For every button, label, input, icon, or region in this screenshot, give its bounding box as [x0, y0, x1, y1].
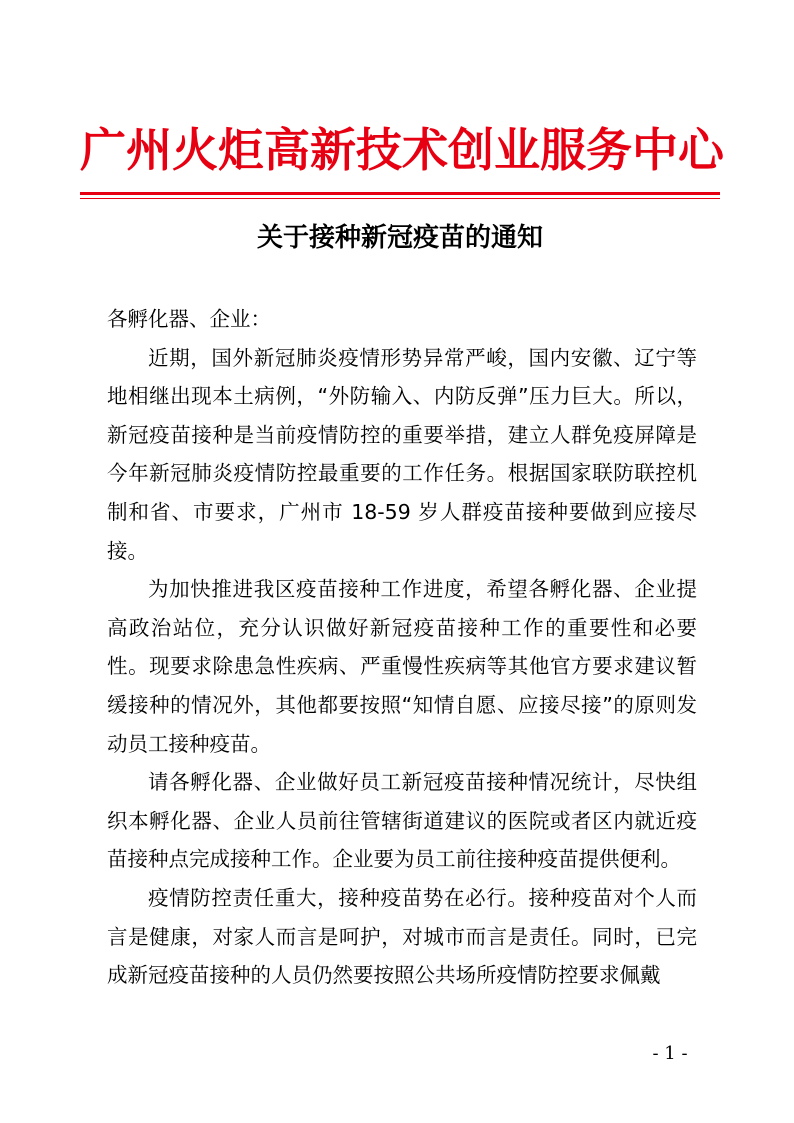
masthead-red-rule-thin — [80, 198, 720, 199]
notice-salutation: 各孵化器、企业： — [107, 307, 271, 331]
notice-body — [107, 300, 697, 995]
notice-paragraph-2: 为加快推进我区疫苗接种工作进度，希望各孵化器、企业提高政治站位，充分认识做好新冠疫苗接种工作的重要性和必要性。现要求除患急性疾病、严重慢性疾病等其他官方要求建议暂缓接种的情况外，其他都要按照“知情自愿、应接尽接”的原则发动员工接种疫苗。 — [107, 577, 697, 756]
notice-paragraph-3: 请各孵化器、企业做好员工新冠疫苗接种情况统计，尽快组织本孵化器、企业人员前往管辖街道建议的医院或者区内就近疫苗接种点完成接种工作。企业要为员工前往接种疫苗提供便利。 — [107, 770, 697, 872]
masthead-org-name: 广州火炬高新技术创业服务中心 — [80, 123, 724, 177]
notice-paragraph-4: 疫情防控责任重大，接种疫苗势在必行。接种疫苗对个人而言是健康，对家人而言是呵护，对城市而言是责任。同时，已完成新冠疫苗接种的人员仍然要按照公共场所疫情防控要求佩戴 — [107, 885, 697, 988]
notice-paragraph-1: 近期，国外新冠肺炎疫情形势异常严峻，国内安徽、辽宁等地相继出现本土病例，“外防输入、内防反弹”压力巨大。所以，新冠疫苗接种是当前疫情防控的重要举措，建立人群免疫屏障是今年新冠肺炎疫情防控最重要的工作任务。根据国家联防联控机制和省、市要求，广州市 18-59 岁人群疫苗接种要做到应接尽接。 — [107, 345, 697, 563]
page-number: - 1 - — [652, 1043, 688, 1064]
masthead-red-rule-thick — [80, 192, 720, 195]
notice-title: 关于接种新冠疫苗的通知 — [256, 223, 543, 253]
